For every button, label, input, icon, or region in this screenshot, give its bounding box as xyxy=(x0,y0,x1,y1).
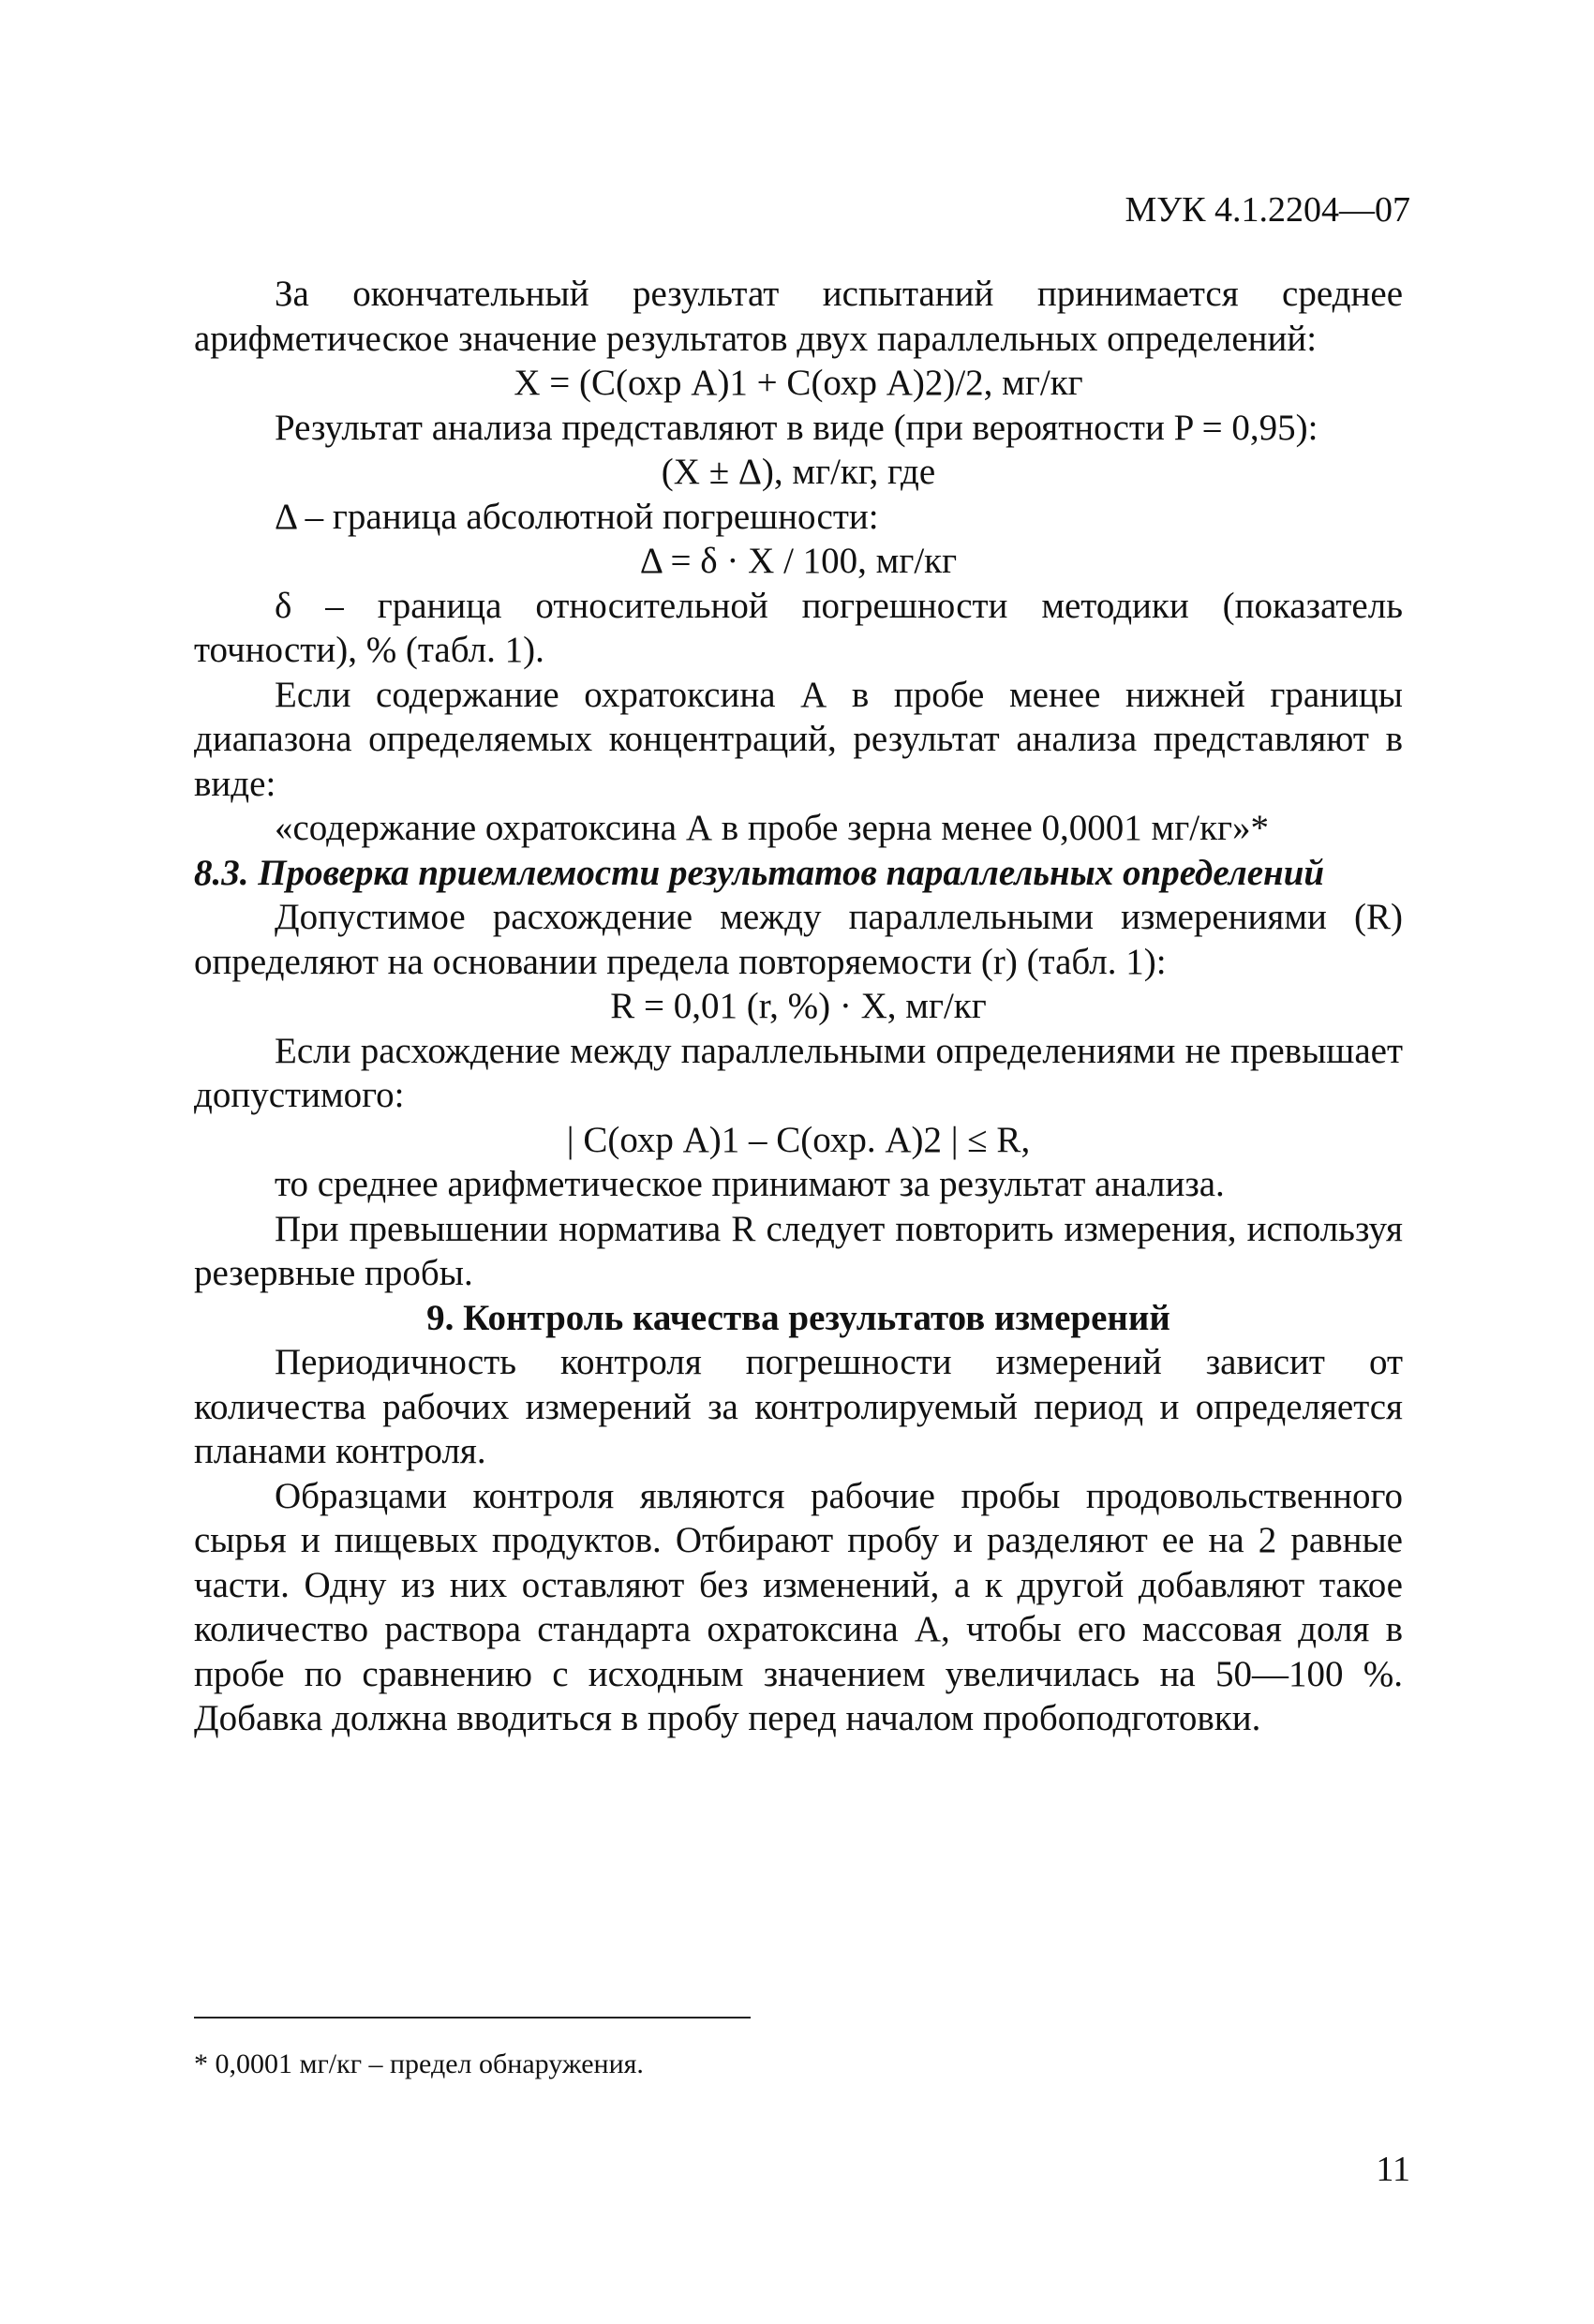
paragraph-final-result: За окончательный результат испытаний принимается среднее арифметическое значение результатов двух параллельных определений: xyxy=(194,274,1403,359)
formula-difference: | C(охр A)1 – C(охр. A)2 | ≤ R, xyxy=(566,1119,1031,1160)
paragraph-abs-error: Δ – граница абсолютной погрешности: xyxy=(275,496,879,537)
footnote-divider xyxy=(194,2017,751,2019)
paragraph-difference-check: Если расхождение между параллельными определениями не превышает допустимого: xyxy=(194,1030,1403,1115)
formula-result-interval: (X ± Δ), мг/кг, где xyxy=(661,452,936,492)
section-heading-8-3: 8.3. Проверка приемлемости результатов параллельных определений xyxy=(194,852,1325,893)
page-body xyxy=(194,272,1403,1741)
formula-repeatability: R = 0,01 (r, %) · X, мг/кг xyxy=(610,986,987,1026)
page-number: 11 xyxy=(1376,2150,1410,2189)
paragraph-repeat-measurements: При превышении норматива R следует повторить измерения, используя резервные пробы. xyxy=(194,1208,1403,1293)
footnote: * 0,0001 мг/кг – предел обнаружения. xyxy=(194,2048,644,2079)
paragraph-control-samples: Образцами контроля являются рабочие пробы продовольственного сырья и пищевых продуктов. Отбирают пробу и разделяют ее на 2 равные части. Одну из них оставляют без изменений, а к другой добавляют такое количество раствора стандарта охратоксина А, чтобы его массовая доля в пробе по сравнению с исходным значением увеличилась на 50—100 %. Добавка должна вводиться в пробу перед началом пробоподготовки. xyxy=(194,1475,1403,1738)
chapter-heading-9: 9. Контроль качества результатов измерений xyxy=(426,1297,1170,1338)
paragraph-mean-accepted: то среднее арифметическое принимают за результат анализа. xyxy=(275,1164,1225,1204)
paragraph-control-frequency: Периодичность контроля погрешности измерений зависит от количества рабочих измерений за контролируемый период и определяется планами контроля. xyxy=(194,1342,1403,1471)
formula-mean: X = (C(охр A)1 + C(охр A)2)/2, мг/кг xyxy=(514,363,1083,403)
paragraph-rel-error: δ – граница относительной погрешности методики (показатель точности), % (табл. 1). xyxy=(194,585,1403,670)
paragraph-allowed-difference: Допустимое расхождение между параллельными измерениями (R) определяют на основании предела повторяемости (r) (табл. 1): xyxy=(194,897,1403,982)
paragraph-below-range: Если содержание охратоксина А в пробе менее нижней границы диапазона определяемых концентраций, результат анализа представляют в виде: xyxy=(194,674,1403,804)
paragraph-below-range-quote: «содержание охратоксина А в пробе зерна менее 0,0001 мг/кг»* xyxy=(275,808,1270,848)
paragraph-result-form: Результат анализа представляют в виде (при вероятности P = 0,95): xyxy=(275,407,1318,448)
document-id: МУК 4.1.2204—07 xyxy=(1125,190,1410,230)
formula-abs-error: Δ = δ · X / 100, мг/кг xyxy=(639,541,958,581)
